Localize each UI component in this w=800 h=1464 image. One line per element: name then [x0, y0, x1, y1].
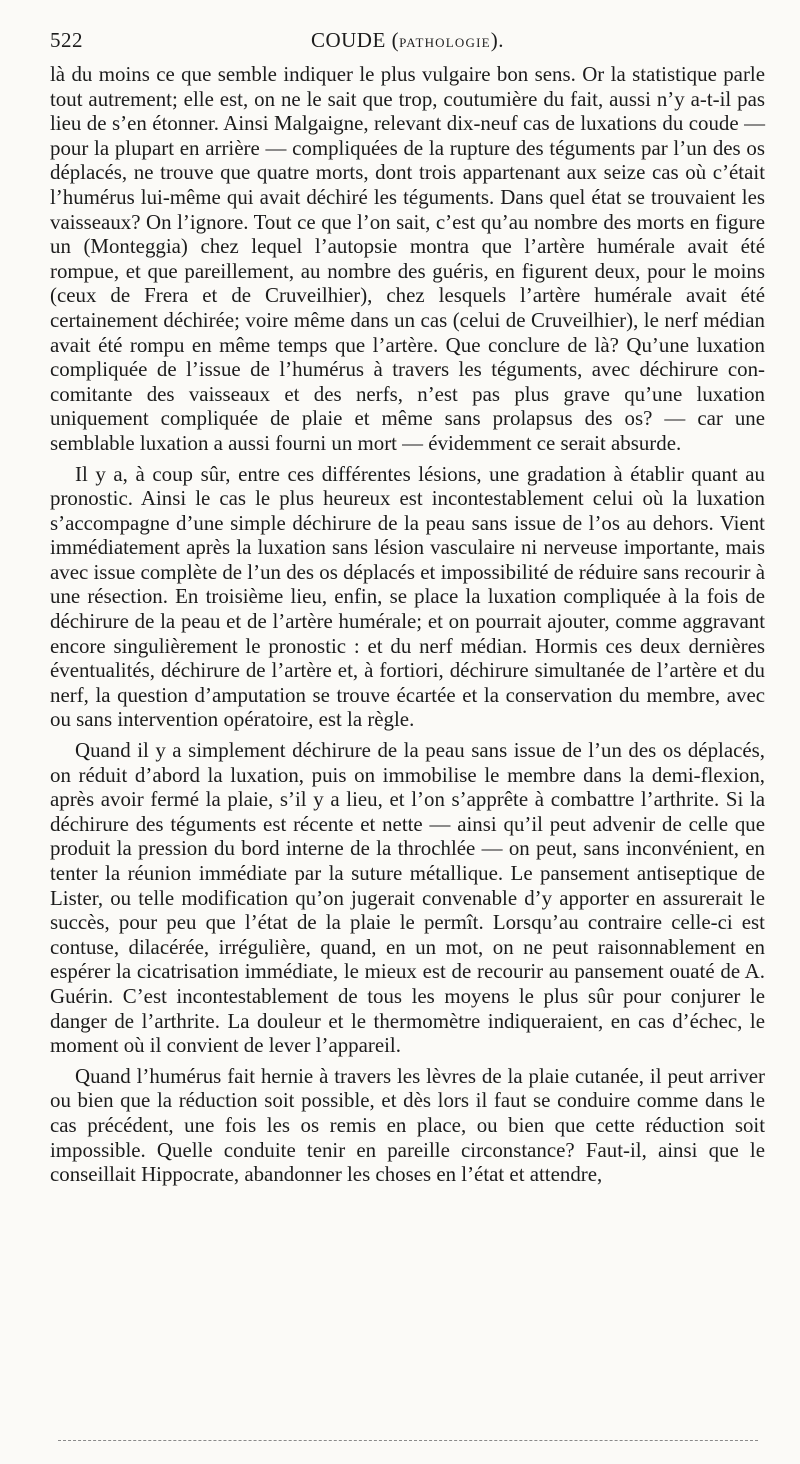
paragraph: Quand l’humérus fait hernie à travers les lèvres de la plaie cutanée, il peut arriver ou bien que la réduction soit possible, et dès lors il faut se conduire comme dans le cas précédent, une fois les os remis en place, ou bien que cette réduction soit impossible. Quelle conduite tenir en pareille circonstance? Faut-il, ainsi que le conseillait Hippocrate, abandonner les choses en l’état et attendre, [50, 1063, 765, 1187]
page-number: 522 [50, 28, 83, 52]
running-header [50, 28, 765, 62]
footer-rule [58, 1440, 758, 1441]
paragraph: Quand il y a simplement déchirure de la peau sans issue de l’un des os déplacés, on réduit d’abord la luxation, puis on immobilise le membre dans la demi-flexion, après avoir fermé la plaie, s’il y a lieu, et l’on s’apprête à combattre l’arthrite. Si la déchirure des téguments est récente et nette — ainsi qu’il peut advenir de celle que produit la pression du bord interne de la throchlée — on peut, sans inconvénient, en tenter la réunion immédiate par la suture métallique. Le pansement antiseptique de Lister, ou telle modification qu’on jugerait convenable d’y apporter en assurerait le succès, pour peu que l’état de la plaie le permît. Lorsqu’au contraire celle-ci est contuse, dilacérée, irrégulière, quand, en un mot, on ne peut raisonnablement en espérer la cicatrisation immédiate, le mieux est de recourir au pansement ouaté de A. Guérin. C’est incontestablement de tous les moyens le plus sûr pour conjurer le danger de l’arthrite. La douleur et le thermomètre indiqueraient, en cas d’échec, le moment où il convient de lever l’appareil. [50, 738, 765, 1058]
running-title-open: ( [385, 28, 400, 52]
running-title-close: ). [490, 28, 505, 52]
body-text [50, 62, 765, 1187]
paragraph: là du moins ce que semble indiquer le plus vulgaire bon sens. Or la statistique parle tout autrement; elle est, on ne le sait que trop, coutumière du fait, aussi n’y a-t-il pas lieu de s’en étonner. Ainsi Malgaigne, relevant dix-neuf cas de luxations du coude — pour la plupart en arrière — compliquées de la rupture des téguments par l’un des os déplacés, ne trouve que quatre morts, dont trois appartenant aux seize cas où c’était l’humérus lui-même qui avait déchiré les téguments. Dans quel état se trouvaient les vaisseaux? On l’ignore. Tout ce que l’on sait, c’est qu’au nombre des morts en figure un (Monteggia) chez lequel l’autopsie montra que l’artère humérale avait été rompue, et que pareillement, au nombre des guéris, en figurent deux, pour le moins (ceux de Frera et de Cruveilhier), chez lesquels l’artère humérale avait été certainement déchirée; voire même dans un cas (celui de Cruveilhier), le nerf médian avait été rompu en même temps que l’artère. Que conclure de là? Qu’une luxation compliquée de l’issue de l’humérus à travers les téguments, avec déchirure concomitante des vaisseaux et des nerfs, n’est pas plus grave qu’une luxation uniquement compliquée de plaie et même sans prolapsus des os? — car une semblable luxation a aussi fourni un mort — évidemment ce serait absurde. [50, 62, 765, 455]
running-title [50, 28, 765, 53]
running-title-main: COUDE [310, 28, 386, 52]
page [50, 28, 765, 1193]
running-title-subtitle: PATHOLOGIE [399, 35, 491, 50]
paragraph: Il y a, à coup sûr, entre ces différentes lésions, une gradation à établir quant au pronostic. Ainsi le cas le plus heureux est incontestablement celui où la luxation s’accompagne d’une simple déchirure de la peau sans issue de l’os au dehors. Vient immédiatement après la luxation sans lésion vasculaire ni nerveuse importante, mais avec issue complète de l’un des os déplacés et impossibilité de réduire sans recourir à une résection. En troisième lieu, enfin, se place la luxation compliquée à la fois de déchirure de la peau et de l’artère humérale; et on pourrait ajouter, comme aggravant encore singulièrement le pronostic : et du nerf médian. Hormis ces deux dernières éventualités, déchirure de l’artère et, à fortiori, déchirure simultanée de l’artère et du nerf, la question d’amputation se trouve écartée et la conservation du membre, avec ou sans intervention opératoire, est la règle. [50, 461, 765, 732]
